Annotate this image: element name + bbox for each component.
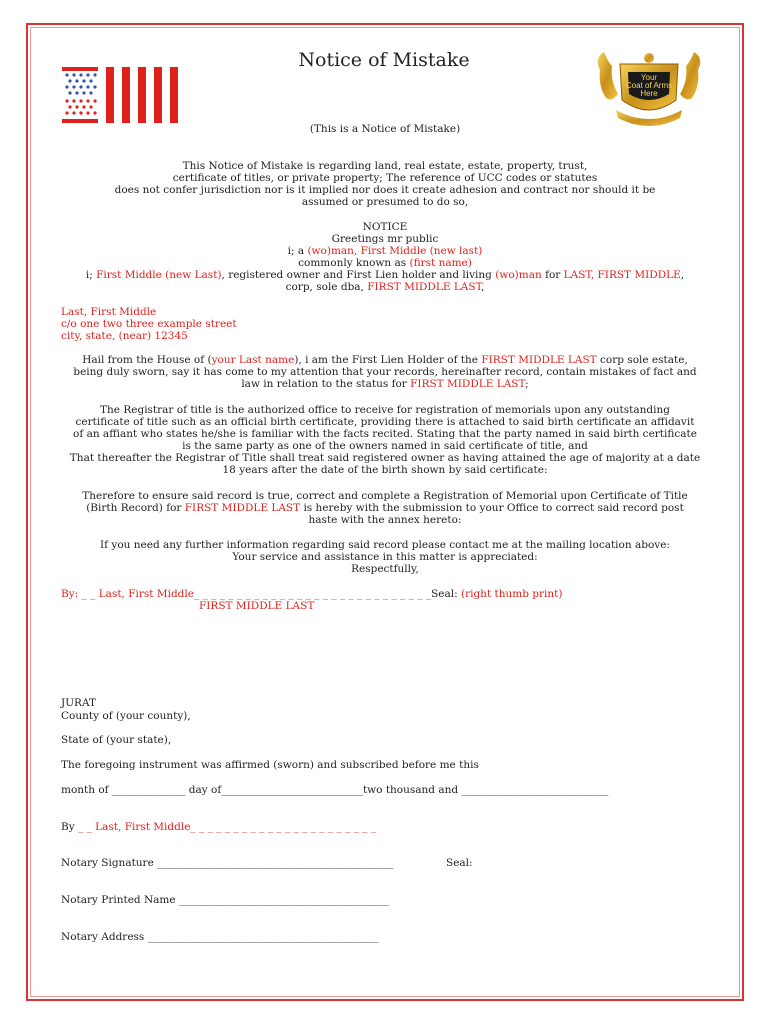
signature-seal-label: Seal: (431, 588, 461, 600)
therefore-text: (Birth Record) for (86, 502, 185, 514)
notice-line-3 (40, 269, 730, 281)
hail-red: FIRST MIDDLE LAST (410, 378, 526, 390)
registrar-line-6: 18 years after the date of the birth shown by said certificate: (222, 464, 548, 476)
hail-line-1 (40, 354, 730, 366)
closing-line-1: If you need any further information regarding said record please contact me at the mailing location above: (100, 539, 670, 551)
registrar-line-2: certificate of title such as an official birth certificate, providing there is attached to said birth certificate an affidavit (75, 416, 695, 428)
intro-line-2: certificate of titles, or private property; The reference of UCC codes or statutes (172, 172, 598, 184)
notary-printed-name-line: Notary Printed Name ________________________________________ (61, 894, 389, 906)
notice-heading: NOTICE (362, 221, 408, 233)
hail-text: corp sole estate, (596, 354, 688, 366)
jurat-by-label: By (61, 821, 78, 833)
signature-line (61, 588, 562, 600)
hail-text: Hail from the House of ( (82, 354, 212, 366)
hail-red: your Last name (211, 354, 295, 366)
intro-line-1: This Notice of Mistake is regarding land, real estate, estate, property, trust, (182, 160, 588, 172)
jurat-by-name: _ _ Last, First Middle_ _ _ _ _ _ _ _ _ _ _ _ _ _ _ _ _ _ _ _ _ _ (78, 821, 377, 833)
notice-greeting: Greetings mr public (331, 233, 439, 245)
hail-text: ), i am the First Lien Holder of the (294, 354, 482, 366)
flag-icon (62, 67, 182, 123)
registrar-line-4: is the same party as one of the owners named in said certificate of title, and (182, 440, 588, 452)
registrar-line-1: The Registrar of title is the authorized office to receive for registration of memorials upon any outstanding (100, 404, 670, 416)
coat-of-arms-text-2: Coat of Arms (625, 81, 673, 90)
jurat-date-line: month of ______________ day of___________________________two thousand and ____________________________ (61, 784, 609, 796)
notice-line-4 (40, 281, 730, 293)
hail-text: law in relation to the status for (241, 378, 411, 390)
notice-text: corp, sole dba, (285, 281, 368, 293)
therefore-line-1: Therefore to ensure said record is true, correct and complete a Registration of Memorial upon Certificate of Title (82, 490, 688, 502)
registrar-line-5: That thereafter the Registrar of Title shall treat said registered owner as having attained the age of majority at a date (69, 452, 701, 464)
notice-text: , (680, 269, 685, 281)
notary-seal-label: Seal: (446, 857, 473, 869)
signature-by: By: (61, 588, 82, 600)
notary-address-line: Notary Address ____________________________________________ (61, 931, 379, 943)
registrar-line-3: of an affiant who states he/she is familiar with the facts recited. Stating that the party named in said birth certificate (73, 428, 697, 440)
signature-seal-value: (right thumb print) (460, 588, 563, 600)
coat-of-arms-text-3: Here (640, 89, 658, 98)
notice-text: , (481, 281, 485, 293)
closing-line-3: Respectfully, (351, 563, 419, 575)
notice-name-red: (wo)man, First Middle (new last) (307, 245, 483, 257)
notice-text: i; (85, 269, 97, 281)
intro-line-4: assumed or presumed to do so, (301, 196, 469, 208)
hail-text: ; (525, 378, 529, 390)
coat-of-arms-icon (590, 50, 708, 134)
notice-text: , registered owner and First Lien holder and living (221, 269, 496, 281)
notice-text: for (541, 269, 564, 281)
notice-name-red: (first name) (409, 257, 472, 269)
hail-red: FIRST MIDDLE LAST (481, 354, 597, 366)
therefore-line-2 (40, 502, 730, 514)
notice-name-red: First Middle (new Last) (96, 269, 222, 281)
therefore-line-3: haste with the annex hereto: (308, 514, 462, 526)
signature-name: _ _ Last, First Middle_ _ _ _ _ _ _ _ _ _ _ _ _ _ _ _ _ _ _ _ _ _ _ _ _ _ _ _ (81, 588, 432, 600)
therefore-red: FIRST MIDDLE LAST (184, 502, 301, 514)
jurat-state: State of (your state), (61, 734, 172, 746)
coat-of-arms-text-1: Your (640, 73, 658, 82)
notice-text: i; a (287, 245, 308, 257)
jurat-county: County of (your county), (61, 710, 191, 722)
jurat-by-line (61, 821, 376, 833)
therefore-text: is hereby with the submission to your Office to correct said record post (300, 502, 684, 514)
notice-line-1 (40, 245, 730, 257)
closing-line-2: Your service and assistance in this matter is appreciated: (232, 551, 538, 563)
notice-text: commonly known as (298, 257, 410, 269)
subtitle: (This is a Notice of Mistake) (309, 123, 461, 135)
hail-line-3 (40, 378, 730, 390)
address-city: city, state, (near) 12345 (61, 330, 188, 342)
address-street: c/o one two three example street (61, 318, 237, 330)
notice-line-2 (40, 257, 730, 269)
hail-line-2: being duly sworn, say it has come to my attention that your records, hereinafter record, contain mistakes of fact and (73, 366, 697, 378)
jurat-heading: JURAT (61, 697, 96, 709)
notice-name-red: LAST, FIRST MIDDLE (563, 269, 681, 281)
address-name: Last, First Middle (61, 306, 157, 318)
page-title: Notice of Mistake (298, 49, 470, 71)
notice-name-red: (wo)man (495, 269, 542, 281)
notice-name-red: FIRST MIDDLE LAST (367, 281, 482, 293)
intro-line-3: does not confer jurisdiction nor is it implied nor does it create adhesion and contract nor should it be (114, 184, 656, 196)
notary-signature-line: Notary Signature _____________________________________________ (61, 857, 394, 869)
signature-printed-name: FIRST MIDDLE LAST (199, 600, 315, 612)
jurat-affirmed: The foregoing instrument was affirmed (sworn) and subscribed before me this (61, 759, 479, 771)
